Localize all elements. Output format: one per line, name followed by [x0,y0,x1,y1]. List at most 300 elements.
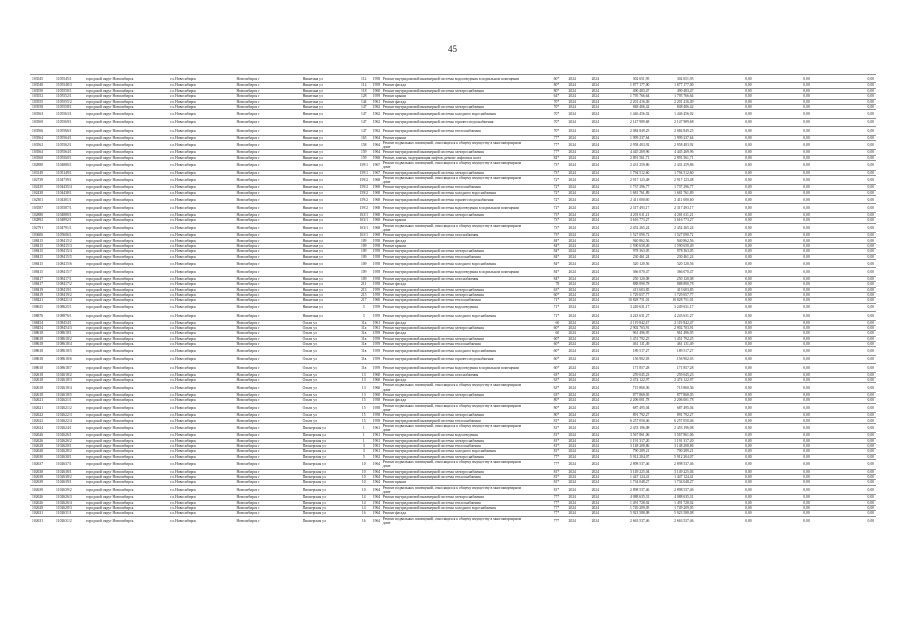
cell-quantity: 77* [541,150,561,155]
cell-budget-c: 0,00 [812,331,876,336]
cell-budget-a: 0,00 [695,292,753,297]
cell-settlement: Новосибирск г [234,331,300,336]
table-row [30,364,876,372]
cell-budget-a: 0,00 [695,118,753,126]
cell-settlement: Новосибирск г [234,500,300,505]
cell-build-year: 1959 [372,83,381,88]
cell-year-to: 2024 [583,403,607,412]
cell-object-id: 108419 [30,287,54,292]
cell-object-id: 108415 [30,238,54,243]
cell-quantity: 73* [541,218,561,223]
cell-year-to: 2024 [583,140,607,149]
cell-build-year: 1962 [372,454,381,459]
cell-city: г.о.Новосибирск [168,443,234,448]
cell-district: городской округ Новосибирск [84,312,168,320]
cell-settlement: Новосибирск г [234,325,300,330]
cell-quantity: 81* [541,443,561,448]
cell-budget-b: 0,00 [754,254,812,259]
cell-year-from: 2024 [561,94,583,99]
cell-street: Никитина ул [301,83,357,88]
cell-total-cost: 1 794 512,60 [607,170,651,175]
cell-house: 15 [357,413,371,418]
cell-budget-c: 0,00 [812,320,876,325]
cell-budget-c: 0,00 [812,364,876,372]
cell-object-id: 102618 [30,392,54,397]
cell-district: городской округ Новосибирск [84,223,168,232]
cell-city: г.о.Новосибирск [168,449,234,454]
cell-district: городской округ Новосибирск [84,423,168,432]
cell-quantity: 77* [541,454,561,459]
cell-work-type: Ремонт фасада [381,331,523,336]
cell-year-from: 2024 [561,480,583,485]
cell-budget-c: 0,00 [812,418,876,423]
cell-city: г.о.Новосибирск [168,175,234,184]
cell-fund-cost: 1 737 296,77 [651,185,695,190]
cell-budget-b: 0,00 [754,88,812,93]
cell-build-year: 1958 [372,238,381,243]
cell-city: г.о.Новосибирск [168,110,234,118]
cell-quantity: 71* [541,303,561,311]
cell-settlement: Новосибирск г [234,260,300,268]
cell-build-year: 1959 [372,94,381,99]
cell-quantity: 81* [541,469,561,474]
cell-street: Никитина ул [301,161,357,170]
cell-total-cost: 4 243 631,27 [607,312,651,320]
cell-object-id: 102631 [30,516,54,525]
cell-year-to: 2024 [583,392,607,397]
cell-budget-b: 0,00 [754,516,812,525]
cell-build-year: 1968 [372,212,381,217]
cell-total-cost: 1 447 124,41 [607,474,651,479]
cell-budget-a: 0,00 [695,433,753,438]
cell-city: г.о.Новосибирск [168,418,234,423]
cell-object-id: 102638 [30,474,54,479]
cell-object-id: 108419 [30,292,54,297]
cell-house: 16 [357,516,371,525]
cell-work-type: Ремонт фасада [381,238,523,243]
cell-object-id: 108415 [30,254,54,259]
cell-total-cost: 3 249 631,17 [607,303,651,311]
cell-total-cost: 1 729 657,77 [607,292,651,297]
cell-object-id: 103564 [30,150,54,155]
cell-year-to: 2024 [583,196,607,204]
cell-district: городской округ Новосибирск [84,364,168,372]
cell-object-id: 102618 [30,372,54,377]
cell-build-year: 1958 [372,249,381,254]
cell-build-year: 1962 [372,105,381,110]
cell-year-from: 2024 [561,150,583,155]
cell-settlement: Новосибирск г [234,83,300,88]
cell-object-code: 1102626/1 [54,433,84,438]
cell-street: Пионерская ул [301,469,357,474]
cell-year-from: 2024 [561,282,583,287]
cell-build-year: 1959 [371,303,381,311]
cell-fund-cost: 3 149 225,04 [651,469,695,474]
cell-street: Ольги ул [301,372,357,377]
cell-year-to: 2024 [583,398,607,403]
cell-total-cost: 10 828 751,01 [607,298,651,303]
cell-budget-a: 0,00 [695,218,753,223]
cell-budget-b: 0,00 [754,383,812,392]
cell-year-from: 2024 [561,135,583,140]
cell-street: Пионерская ул [301,480,357,485]
cell-work-type: Ремонт внутридомовой инженерной системы горячего водоснабжения [381,355,523,363]
cell-object-id: 108454 [30,320,54,325]
cell-object-code: 1102639/1 [54,480,84,485]
cell-year-from: 2024 [561,403,583,412]
cell-object-id: 103563 [30,110,54,118]
cell-fund-cost: 156 902,03 [651,355,695,363]
cell-year-to: 2024 [583,161,607,170]
cell-build-year: 1959 [371,347,381,355]
cell-build-year: 1961 [372,433,381,438]
cell-budget-b: 0,00 [754,155,812,160]
cell-budget-a: 0,00 [695,104,753,109]
cell-budget-b: 0,00 [754,223,812,232]
cell-house: 10 [357,480,371,485]
cell-fund-cost: 2 201 416,49 [651,99,695,104]
cell-quantity: 81* [541,438,561,443]
cell-budget-a: 0,00 [695,443,753,448]
cell-total-cost: 2 663 537,46 [607,516,651,525]
cell-district: городской округ Новосибирск [84,238,168,243]
cell-year-to: 2024 [583,460,607,469]
cell-fund-cost: 413 603,85 [651,287,695,292]
cell-year-from: 2024 [561,413,583,418]
cell-total-cost: 2 902 703,91 [607,325,651,330]
cell-work-type: Ремонт крыши [381,480,523,485]
cell-city: г.о.Новосибирск [168,438,234,443]
cell-settlement: Новосибирск г [234,233,300,238]
cell-house: 159 [357,150,371,155]
cell-settlement: Новосибирск г [234,433,300,438]
cell-year-to: 2024 [583,254,607,259]
cell-work-type: Ремонт подвальных помещений, относящихся к общему имуществу в многоквартирном доме [381,383,523,392]
cell-settlement: Новосибирск г [234,212,300,217]
cell-house: 11а [357,320,371,325]
cell-district: городской округ Новосибирск [84,155,168,160]
cell-house: 163/1 [357,212,371,217]
cell-quantity: 70* [541,118,561,126]
cell-year-to: 2024 [583,118,607,126]
cell-budget-c: 0,00 [812,438,876,443]
cell-build-year: 1959 [372,342,381,347]
cell-settlement: Новосибирск г [234,282,300,287]
cell-city: г.о.Новосибирск [168,505,234,510]
cell-year-from: 2024 [561,303,583,311]
cell-budget-c: 0,00 [812,403,876,412]
cell-year-from: 2024 [561,212,583,217]
cell-build-year: 1968 [372,218,381,223]
cell-build-year: 1959 [371,312,381,320]
cell-year-to: 2024 [583,331,607,336]
cell-budget-a: 0,00 [695,342,753,347]
cell-fund-cost: 6 257 050,46 [651,418,695,423]
cell-house: 10 [357,460,371,469]
cell-budget-b: 0,00 [754,480,812,485]
cell-budget-a: 0,00 [695,454,753,459]
page-number: 45 [448,44,457,54]
cell-street: Никитина ул [301,254,357,259]
cell-district: городской округ Новосибирск [84,127,168,135]
cell-house: 5 [357,454,371,459]
cell-year-from: 2024 [561,449,583,454]
cell-house: 109 [357,254,371,259]
cell-object-id: 103606 [30,233,54,238]
cell-budget-c: 0,00 [812,110,876,118]
cell-year-to: 2024 [583,312,607,320]
cell-quantity: 77* [541,500,561,505]
cell-budget-c: 0,00 [812,150,876,155]
cell-settlement: Новосибирск г [234,75,300,83]
cell-fund-cost: 2 898 537,46 [651,460,695,469]
cell-year-to: 2024 [583,325,607,330]
cell-year-to: 2024 [583,372,607,377]
cell-budget-c: 0,00 [812,196,876,204]
cell-object-id: 102622 [30,418,54,423]
cell-total-cost: 2 452 265,24 [607,223,651,232]
cell-settlement: Новосибирск г [234,287,300,292]
cell-budget-c: 0,00 [812,135,876,140]
table-row [30,140,876,149]
cell-year-from: 2024 [561,243,583,248]
cell-build-year: 1968 [372,155,381,160]
cell-budget-c: 0,00 [812,355,876,363]
cell-quantity: 80* [541,398,561,403]
cell-build-year: 1961 [372,320,381,325]
table-body [30,75,876,526]
cell-quantity: 81* [541,485,561,494]
cell-quantity: 84* [541,249,561,254]
cell-work-type: Ремонт внутридомовой инженерной системы электроснабжения [381,392,523,397]
cell-total-cost: 978 363,05 [607,249,651,254]
cell-settlement: Новосибирск г [234,292,300,297]
cell-work-type: Ремонт внутридомовой инженерной системы электроснабжения [381,495,523,500]
cell-object-code: 1108618/6 [54,355,84,363]
cell-budget-a: 0,00 [695,260,753,268]
cell-build-year: 1962 [371,118,381,126]
cell-object-code: 1108415/5 [54,254,84,259]
cell-work-type: Ремонт внутридомовой инженерной системы электроснабжения [381,170,523,175]
cell-city: г.о.Новосибирск [168,474,234,479]
cell-budget-c: 0,00 [812,325,876,330]
cell-city: г.о.Новосибирск [168,378,234,383]
cell-total-cost: 961 496,95 [607,331,651,336]
cell-object-code: 1108415/3 [54,243,84,248]
cell-budget-b: 0,00 [754,243,812,248]
cell-settlement: Новосибирск г [234,364,300,372]
cell-quantity: 84* [541,254,561,259]
cell-year-from: 2024 [561,204,583,212]
cell-budget-c: 0,00 [812,140,876,149]
cell-empty [523,175,541,184]
cell-object-id: 103562 [30,140,54,149]
cell-house: 163/1 [357,218,371,223]
cell-street: Ольги ул [301,403,357,412]
cell-quantity: 63* [541,287,561,292]
cell-house: 159/1 [357,161,371,170]
cell-settlement: Новосибирск г [234,276,300,281]
cell-fund-cost: 5 923 588,08 [651,511,695,516]
cell-budget-c: 0,00 [812,443,876,448]
cell-work-type: Ремонт подвальных помещений, относящихся к общему имуществу в многоквартирном доме [381,140,523,149]
cell-fund-cost: 3 148 208,86 [651,443,695,448]
cell-street: Никитина ул [301,212,357,217]
cell-district: городской округ Новосибирск [84,196,168,204]
cell-street: Никитина ул [301,233,357,238]
cell-object-code: 1105569/1 [54,118,84,126]
cell-quantity: 72* [541,196,561,204]
cell-fund-cost: 2 917 123,48 [651,175,695,184]
cell-total-cost: 2 958 403,92 [607,140,651,149]
cell-budget-c: 0,00 [812,175,876,184]
cell-city: г.о.Новосибирск [168,94,234,99]
cell-year-to: 2024 [583,320,607,325]
cell-house: 118 [357,88,371,93]
cell-city: г.о.Новосибирск [168,320,234,325]
cell-city: г.о.Новосибирск [168,118,234,126]
cell-build-year: 1961 [372,99,381,104]
cell-work-type: Ремонт внутридомовой инженерной системы холодного водоснабжения [381,449,523,454]
cell-street: Пионерская ул [301,516,357,525]
cell-house: 147 [357,118,371,126]
cell-district: городской округ Новосибирск [84,449,168,454]
cell-house: 5 [357,303,371,311]
cell-work-type: Ремонт внутридомовой инженерной системы электроснабжения [381,469,523,474]
cell-settlement: Новосибирск г [234,298,300,303]
cell-object-code: 1108419/2 [54,292,84,297]
cell-city: г.о.Новосибирск [168,185,234,190]
cell-year-to: 2024 [583,88,607,93]
cell-fund-cost: 848 406,42 [651,104,695,109]
cell-year-to: 2024 [583,378,607,383]
cell-district: городской округ Новосибирск [84,268,168,276]
cell-empty [523,268,541,276]
cell-district: городской округ Новосибирск [84,433,168,438]
cell-year-to: 2024 [583,83,607,88]
cell-budget-a: 0,00 [695,320,753,325]
cell-quantity: 60 [541,320,561,325]
cell-year-from: 2024 [561,268,583,276]
cell-year-to: 2024 [583,474,607,479]
cell-object-code: 1105587/1 [54,204,84,212]
cell-build-year: 1959 [372,331,381,336]
cell-street: Никитина ул [301,150,357,155]
cell-total-cost: 171 857,28 [607,364,651,372]
cell-city: г.о.Новосибирск [168,249,234,254]
cell-settlement: Новосибирск г [234,204,300,212]
cell-object-code: 1105563/1 [54,110,84,118]
cell-quantity: 70* [541,110,561,118]
cell-city: г.о.Новосибирск [168,336,234,341]
cell-build-year: 1961 [372,449,381,454]
cell-object-code: 1102626/2 [54,438,84,443]
cell-house: 14 [357,495,371,500]
cell-budget-c: 0,00 [812,423,876,432]
cell-street: Ольги ул [301,392,357,397]
cell-district: городской округ Новосибирск [84,474,168,479]
cell-object-code: 1108618/5 [54,347,84,355]
cell-build-year: 1959 [371,364,381,372]
cell-build-year: 1964 [372,500,381,505]
cell-budget-a: 0,00 [695,190,753,195]
cell-fund-cost: 2 453 196,08 [651,423,695,432]
cell-object-id: 103566 [30,127,54,135]
cell-year-to: 2024 [583,298,607,303]
cell-build-year: 1964 [371,485,381,494]
cell-district: городской округ Новосибирск [84,378,168,383]
cell-build-year: 1961 [372,444,381,449]
cell-district: городской округ Новосибирск [84,175,168,184]
cell-budget-a: 0,00 [695,469,753,474]
cell-budget-b: 0,00 [754,511,812,516]
cell-build-year: 1958 [371,75,381,83]
cell-quantity: 81* [541,480,561,485]
cell-quantity: 72* [541,185,561,190]
cell-total-cost: 461 131,49 [607,342,651,347]
cell-house: 159/2 [357,196,371,204]
cell-year-from: 2024 [561,88,583,93]
cell-district: городской округ Новосибирск [84,303,168,311]
cell-object-code: 1105550/1 [54,88,84,93]
cell-year-from: 2024 [561,190,583,195]
cell-budget-a: 0,00 [695,170,753,175]
cell-budget-b: 0,00 [754,342,812,347]
cell-budget-a: 0,00 [695,196,753,204]
cell-total-cost: 2 411 000,60 [607,196,651,204]
cell-object-code: 1102626/3 [54,495,84,500]
cell-budget-c: 0,00 [812,276,876,281]
cell-budget-b: 0,00 [754,469,812,474]
cell-street: Пионерская ул [301,460,357,469]
cell-object-code: 1104880/1 [54,161,84,170]
cell-total-cost: 2 147 989,68 [607,118,651,126]
cell-street: Никитина ул [301,88,357,93]
cell-year-to: 2024 [583,418,607,423]
cell-budget-b: 0,00 [754,325,812,330]
cell-street: Никитина ул [301,276,357,281]
cell-year-from: 2024 [561,433,583,438]
cell-budget-c: 0,00 [812,75,876,83]
cell-budget-b: 0,00 [754,99,812,104]
cell-street: Пионерская ул [301,511,357,516]
cell-budget-b: 0,00 [754,485,812,494]
cell-budget-b: 0,00 [754,127,812,135]
cell-total-cost: 5 912 204,07 [607,454,651,459]
cell-settlement: Новосибирск г [234,372,300,377]
cell-quantity: 73* [541,233,561,238]
cell-year-from: 2024 [561,438,583,443]
cell-house: 13 [357,392,371,397]
cell-quantity: 60* [541,292,561,297]
cell-year-from: 2024 [561,347,583,355]
cell-year-from: 2024 [561,140,583,149]
cell-street: Пионерская ул [301,443,357,448]
cell-empty [523,196,541,204]
cell-fund-cost: 1 447 124,41 [651,474,695,479]
cell-total-cost: 1 999 237,64 [607,135,651,140]
cell-year-from: 2024 [561,398,583,403]
cell-budget-b: 0,00 [754,372,812,377]
cell-settlement: Новосибирск г [234,218,300,223]
cell-settlement: Новосибирск г [234,161,300,170]
cell-street: Никитина ул [301,204,357,212]
cell-fund-cost: 230 461,24 [651,254,695,259]
cell-city: г.о.Новосибирск [168,500,234,505]
cell-object-id: 103558 [30,104,54,109]
cell-empty [523,110,541,118]
cell-budget-b: 0,00 [754,449,812,454]
